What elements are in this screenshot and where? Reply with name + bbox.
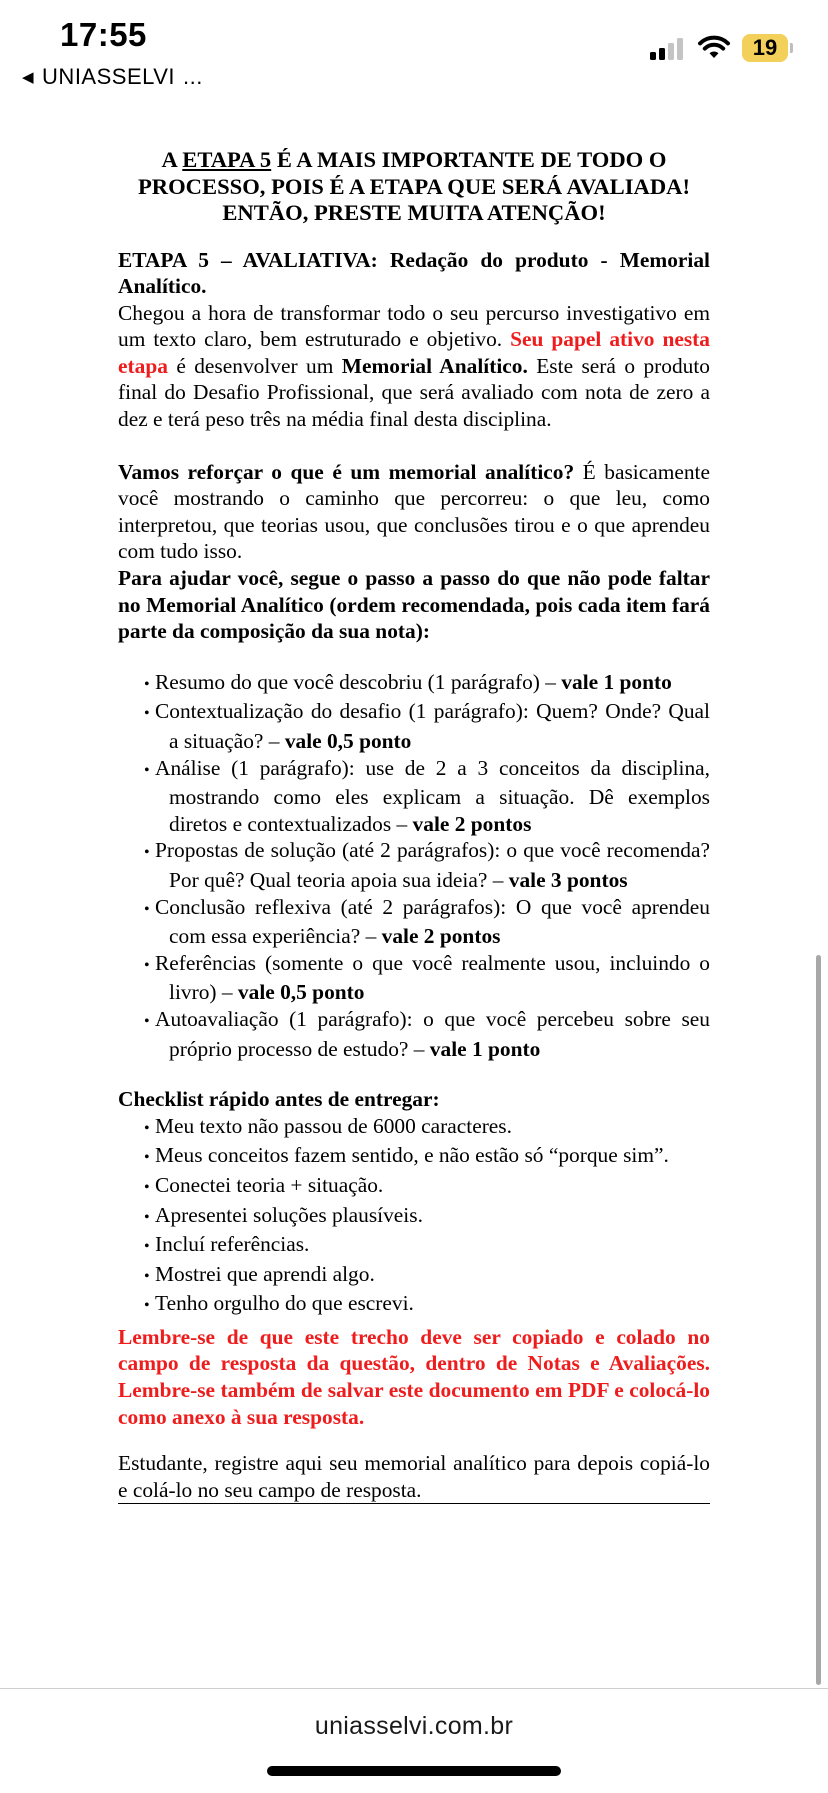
wifi-icon [697,34,731,60]
step-text: Contextualização do desafio (1 parágrafo): Quem? Onde? Qual a situação? – [155,699,710,753]
back-arrow-icon: ◀ [22,69,35,86]
battery-level: 19 [742,34,788,62]
cellular-signal-icon [650,38,683,60]
step-text: Conclusão reflexiva (até 2 parágrafos): O que você aprendeu com essa experiência? – [155,894,710,949]
intro-text-3: Este será o produto final do Desafio Profissional, que será avaliado com nota de zero a dez e terá peso três na média final desta disciplina. [118,353,710,432]
list-item [144,698,710,754]
step-value: vale 2 pontos [381,924,501,949]
clock: 17:55 [60,16,147,53]
memorial-paragraph [118,459,710,565]
header-text-start: A [161,147,183,172]
status-bar [0,0,828,100]
step-value: vale 0,5 ponto [237,980,365,1005]
intro-text-2: é desenvolver um [167,353,342,378]
scrollbar[interactable] [816,955,821,1685]
back-to-app-button[interactable] [22,64,203,90]
step-value: vale 0,5 ponto [284,729,412,753]
step-value: vale 3 pontos [508,867,628,892]
memorial-text: É basicamente você mostrando o caminho que percorreu: o que leu, como interpretou, que teorias usou, que conclusões tirou e o que aprendeu com tudo isso. [118,459,710,564]
address-bar-url[interactable]: uniasselvi.com.br [314,1712,514,1740]
list-item [144,1006,710,1062]
back-app-label: UNIASSELVI [42,64,176,89]
steps-intro: Para ajudar você, segue o passo a passo do que não pode faltar no Memorial Analítico (ordem recomendada, pois cada item fará parte da composição da sua nota): [118,566,710,644]
list-item [144,755,710,838]
step-text: Resumo do que você descobriu (1 parágrafo) – [155,669,562,694]
battery-indicator [742,34,793,62]
step-value: vale 1 ponto [561,669,672,694]
intro-highlight: Seu papel ativo nesta etapa [118,327,710,378]
stage-link[interactable]: ETAPA 5 [182,147,272,172]
checklist-item: • Tenho orgulho do que escrevi. [144,1290,710,1320]
browser-bottom-bar [0,1688,828,1793]
intro-paragraph [118,300,710,433]
battery-tip [790,43,793,53]
document-page [118,147,710,1504]
step-text: Referências (somente o que você realmente usou, incluindo o livro) – [155,950,710,1005]
list-item [144,950,710,1006]
checklist [118,1113,710,1320]
checklist-title: Checklist rápido antes de entregar: [118,1087,440,1112]
list-item [144,669,710,699]
header-text-rest: É A MAIS IMPORTANTE DE TODO O PROCESSO, POIS É A ETAPA QUE SERÁ AVALIADA! ENTÃO, PRESTE MUITA ATENÇÃO! [137,147,690,225]
home-indicator[interactable] [267,1766,561,1776]
step-text: Autoavaliação (1 parágrafo): o que você percebeu sobre seu próprio processo de estudo? – [155,1006,710,1061]
checklist-item: • Meus conceitos fazem sentido, e não estão só “porque sim”. [144,1142,710,1172]
final-note: Estudante, registre aqui seu memorial analítico para depois copiá-lo e colá-lo no seu campo de resposta. [118,1450,710,1504]
step-text: Propostas de solução (até 2 parágrafos): o que você recomenda? Por quê? Qual teoria apoia sua ideia? – [155,838,710,892]
checklist-item: • Incluí referências. [144,1231,710,1261]
step-text: Análise (1 parágrafo): use de 2 a 3 conceitos da disciplina, mostrando como eles explicam a situação. Dê exemplos diretos e contextualizados – [155,755,710,836]
step-value: vale 1 ponto [429,1036,541,1061]
back-ellipsis: ... [183,64,203,89]
checklist-item: • Mostrei que aprendi algo. [144,1261,710,1291]
reminder-paragraph: Lembre-se de que este trecho deve ser copiado e colado no campo de resposta da questão, dentro de Notas e Avaliações. Lembre-se também de salvar este documento em PDF e colocá-lo como anexo à sua resposta. [118,1324,710,1429]
list-item [144,837,710,893]
list-item [144,894,710,950]
checklist-item: • Meu texto não passou de 6000 caracteres. [144,1113,710,1143]
memorial-question: Vamos reforçar o que é um memorial analítico? [118,459,575,484]
checklist-item: • Conectei teoria + situação. [144,1172,710,1202]
steps-list [118,669,710,1062]
checklist-item: • Apresentei soluções plausíveis. [144,1202,710,1232]
stage-header [118,147,710,227]
intro-bold: Memorial Analítico. [341,353,528,378]
etapa-title: ETAPA 5 – AVALIATIVA: Redação do produto - Memorial Analítico. [118,247,710,299]
intro-text-1: Chegou a hora de transformar todo o seu percurso investigativo em um texto claro, bem estruturado e objetivo. [118,300,710,352]
step-value: vale 2 pontos [412,811,532,836]
